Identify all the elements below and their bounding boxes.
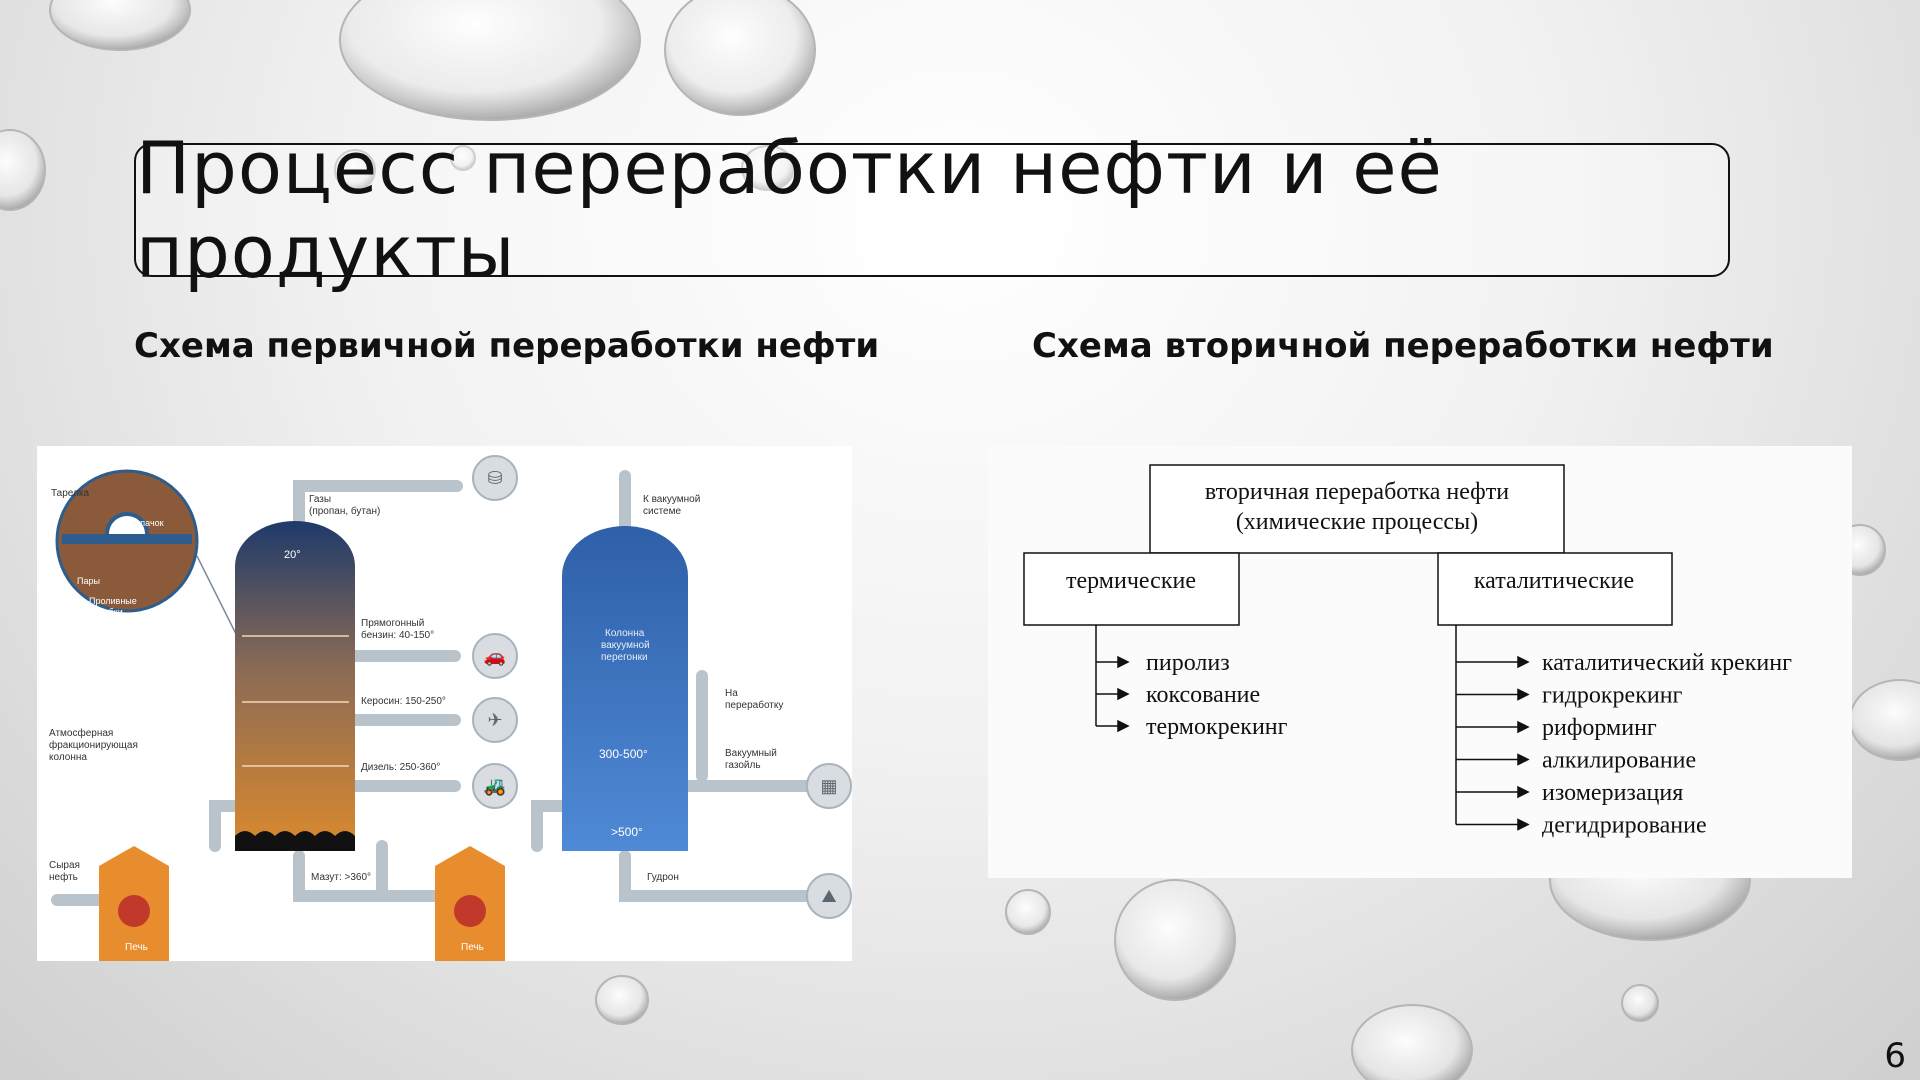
label-vac-temp-2: >500° [611,825,643,839]
catalytic-tree-arrow [1518,820,1528,830]
label-vapors: Пары [77,576,100,586]
catalytic-tree-item: каталитический крекинг [1542,650,1792,676]
title-box [134,126,1730,294]
label-furnace-1: Печь [125,942,148,953]
label-to-vacuum-2: системе [643,506,682,517]
catalytic-label: каталитические [1473,568,1635,594]
primary-refining-diagram [37,446,852,961]
label-vac-gasoil-1: Вакуумный [725,748,777,759]
label-crude-1: Сырая [49,860,80,871]
vacuum-column [562,526,688,851]
label-vac-col-3: перегонки [601,652,648,663]
label-crude-2: нефть [49,872,78,883]
catalytic-tree-item: изомеризация [1542,780,1684,806]
svg-text:▦: ▦ [820,776,838,796]
primary-heading: Схема первичной переработки нефти [134,326,880,366]
label-kerosene: Керосин: 150-250° [361,696,446,707]
root-label-2: (химические процессы) [1235,509,1479,535]
root-label-1: вторичная переработка нефти [1204,479,1510,505]
label-vac-col-1: Колонна [605,628,645,639]
thermal-tree-item: пиролиз [1146,650,1230,676]
thermal-tree-arrow [1118,721,1128,731]
svg-text:⛁: ⛁ [487,468,503,488]
label-to-processing-2: переработку [725,700,784,711]
label-overflow-1: Проливные [89,596,137,606]
catalytic-tree [1456,625,1792,839]
page-number: 6 [1884,1036,1906,1076]
catalytic-tree-item: алкилирование [1542,747,1697,774]
furnace-1 [99,846,169,961]
label-gasoline-1: Прямогонный [361,618,425,629]
label-to-processing-1: На [725,688,738,699]
thermal-tree-item: коксование [1146,682,1261,708]
catalytic-tree-arrow [1518,657,1528,667]
label-to-vacuum-1: К вакуумной [643,494,701,505]
tray-detail [51,471,237,636]
thermal-tree-arrow [1118,689,1128,699]
catalytic-tree-arrow [1518,787,1528,797]
label-fuel-oil: Мазут: >360° [311,872,372,883]
label-temp-top: 20° [284,549,301,561]
slide-title: Процесс переработки нефти и её продукты [136,126,1443,294]
catalytic-tree-arrow [1518,690,1528,700]
catalytic-tree-arrow [1518,722,1528,732]
secondary-heading: Схема вторичной переработки нефти [1032,326,1774,366]
label-column-2: фракционирующая [49,740,138,751]
thermal-tree-arrow [1118,657,1128,667]
thermal-tree [1096,625,1288,740]
svg-text:🚜: 🚜 [483,776,507,796]
label-column-2b: колонна [49,752,87,763]
catalytic-tree-arrow [1518,755,1528,765]
label-tar: Гудрон [647,872,679,883]
catalytic-tree-item: риформинг [1542,715,1657,741]
catalytic-tree-item: дегидрирование [1542,812,1707,839]
label-vac-gasoil-2: газойль [725,760,761,771]
furnace-2 [435,846,505,961]
secondary-refining-diagram [988,446,1852,878]
thermal-label: термические [1066,568,1196,594]
thermal-tree-item: термокрекинг [1146,714,1288,740]
catalytic-tree-item: гидрокрекинг [1542,682,1683,709]
label-cap: Колпачок [125,518,164,528]
label-furnace-2: Печь [461,942,484,953]
label-vac-temp-1: 300-500° [599,747,648,761]
svg-text:⛰: ⛰ [821,886,837,906]
label-gases-2: (пропан, бутан) [309,506,381,517]
label-vac-col-2: вакуумной [601,640,650,651]
atmospheric-column [235,521,355,851]
svg-text:✈: ✈ [487,710,503,730]
label-overflow-2: трубки [95,607,123,617]
label-gasoline-2: бензин: 40-150° [361,630,435,641]
svg-text:🚗: 🚗 [483,646,507,666]
label-diesel: Дизель: 250-360° [361,762,441,773]
label-gases-1: Газы [309,494,332,505]
label-tray: Тарелка [51,488,90,499]
label-column-1: Атмосферная [49,728,114,739]
